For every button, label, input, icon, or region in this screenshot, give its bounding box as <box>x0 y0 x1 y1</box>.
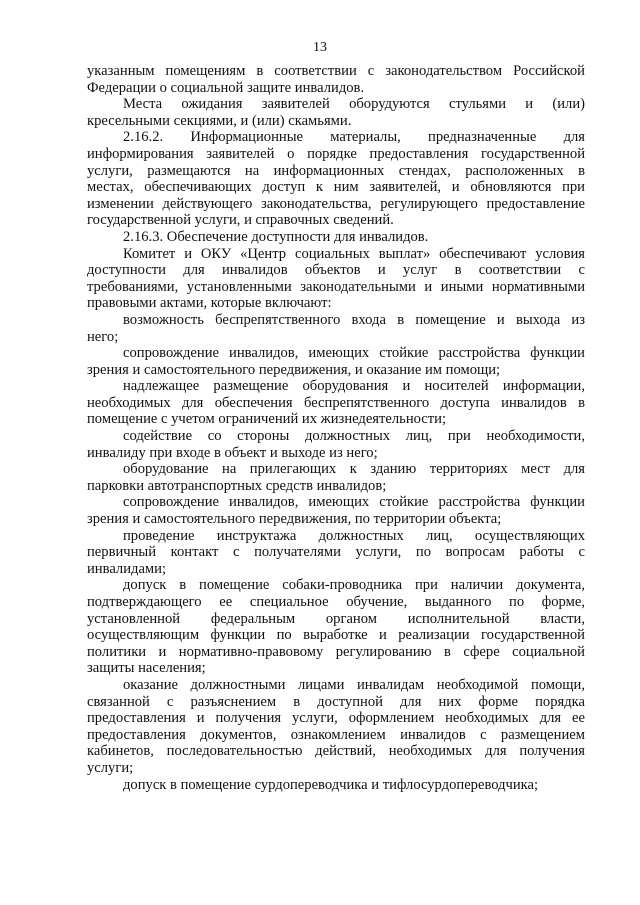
text-line: 2.16.3. Обеспечение доступности для инвалидов. <box>123 228 429 245</box>
text-line: указанным помещениям в соответствии с законодательством Российской <box>87 63 585 79</box>
text-line: необходимых для обеспечения беспрепятственного доступа инвалидов в <box>87 394 585 411</box>
text-line: изменении действующего законодательства, регулирующего предоставление <box>87 195 585 212</box>
text-line: возможность беспрепятственного входа в помещение и выхода из <box>123 311 585 328</box>
text-line: сопровождение инвалидов, имеющих стойкие расстройства функции <box>123 494 585 511</box>
text-line: установленной федеральным органом исполнительной власти, <box>87 610 585 627</box>
text-line: политики и нормативно-правовому регулированию в сфере социальной <box>87 643 585 660</box>
text-line: защиты населения; <box>87 660 206 677</box>
text-line: инвалидами; <box>87 560 167 577</box>
text-line: зрения и самостоятельного передвижения, по территории объекта; <box>87 511 502 528</box>
text-line: информирования заявителей о порядке предоставления государственной <box>87 145 585 162</box>
text-line: связанной с разъяснением в доступной для них форме порядка <box>87 693 585 710</box>
text-line: предоставления и получения услуги, оформлением необходимых для ее <box>87 710 585 727</box>
document-body <box>87 63 585 793</box>
text-line: кресельными секциями, и (или) скамьями. <box>87 112 352 129</box>
text-line: проведение инструктажа должностных лиц, осуществляющих <box>123 527 585 544</box>
text-line: зрения и самостоятельного передвижения, и оказание им помощи; <box>87 361 501 378</box>
text-line: услуги; <box>87 759 134 776</box>
text-line: Комитет и ОКУ «Центр социальных выплат» обеспечивают условия <box>123 245 585 262</box>
text-line: требованиями, установленными законодательными и иными нормативными <box>87 278 585 295</box>
text-line: услуги, размещаются на информационных стендах, расположенных в <box>87 162 585 179</box>
text-line: допуск в помещение сурдопереводчика и тифлосурдопереводчика; <box>123 776 539 793</box>
text-line: местах, обеспечивающих доступ к ним заявителей, и обновляются при <box>87 179 585 196</box>
text-line: доступности для инвалидов объектов и услуг в соответствии с <box>87 262 585 279</box>
text-line: 2.16.2. Информационные материалы, предназначенные для <box>123 129 585 146</box>
text-line: Федерации о социальной защите инвалидов. <box>87 79 365 96</box>
text-line: оборудование на прилегающих к зданию территориях мест для <box>123 461 585 478</box>
text-line: оказание должностными лицами инвалидам необходимой помощи, <box>123 676 585 693</box>
text-line: кабинетов, последовательностью действий, необходимых для получения <box>87 743 585 760</box>
text-line: предоставления документов, ознакомлением инвалидов с размещением <box>87 726 585 743</box>
text-line: инвалиду при входе в объект и выходе из него; <box>87 444 378 461</box>
text-line: осуществляющим функции по выработке и реализации государственной <box>87 627 585 644</box>
text-line: допуск в помещение собаки-проводника при наличии документа, <box>123 577 585 594</box>
text-line: парковки автотранспортных средств инвалидов; <box>87 477 387 494</box>
text-line: государственной услуги, и справочных сведений. <box>87 212 394 229</box>
text-line: первичный контакт с получателями услуги, по вопросам работы с <box>87 544 585 561</box>
text-line: Места ожидания заявителей оборудуются стульями и (или) <box>123 96 585 113</box>
text-line: помещение с учетом ограничений их жизнедеятельности; <box>87 411 447 428</box>
text-line: сопровождение инвалидов, имеющих стойкие расстройства функции <box>123 345 585 362</box>
text-line: него; <box>87 328 119 345</box>
page-number: 13 <box>313 40 327 55</box>
text-line: надлежащее размещение оборудования и носителей информации, <box>123 378 585 395</box>
text-line: подтверждающего ее специальное обучение, выданного по форме, <box>87 594 585 610</box>
text-line: содействие со стороны должностных лиц, при необходимости, <box>123 428 585 445</box>
text-line: правовыми актами, которые включают: <box>87 295 332 312</box>
